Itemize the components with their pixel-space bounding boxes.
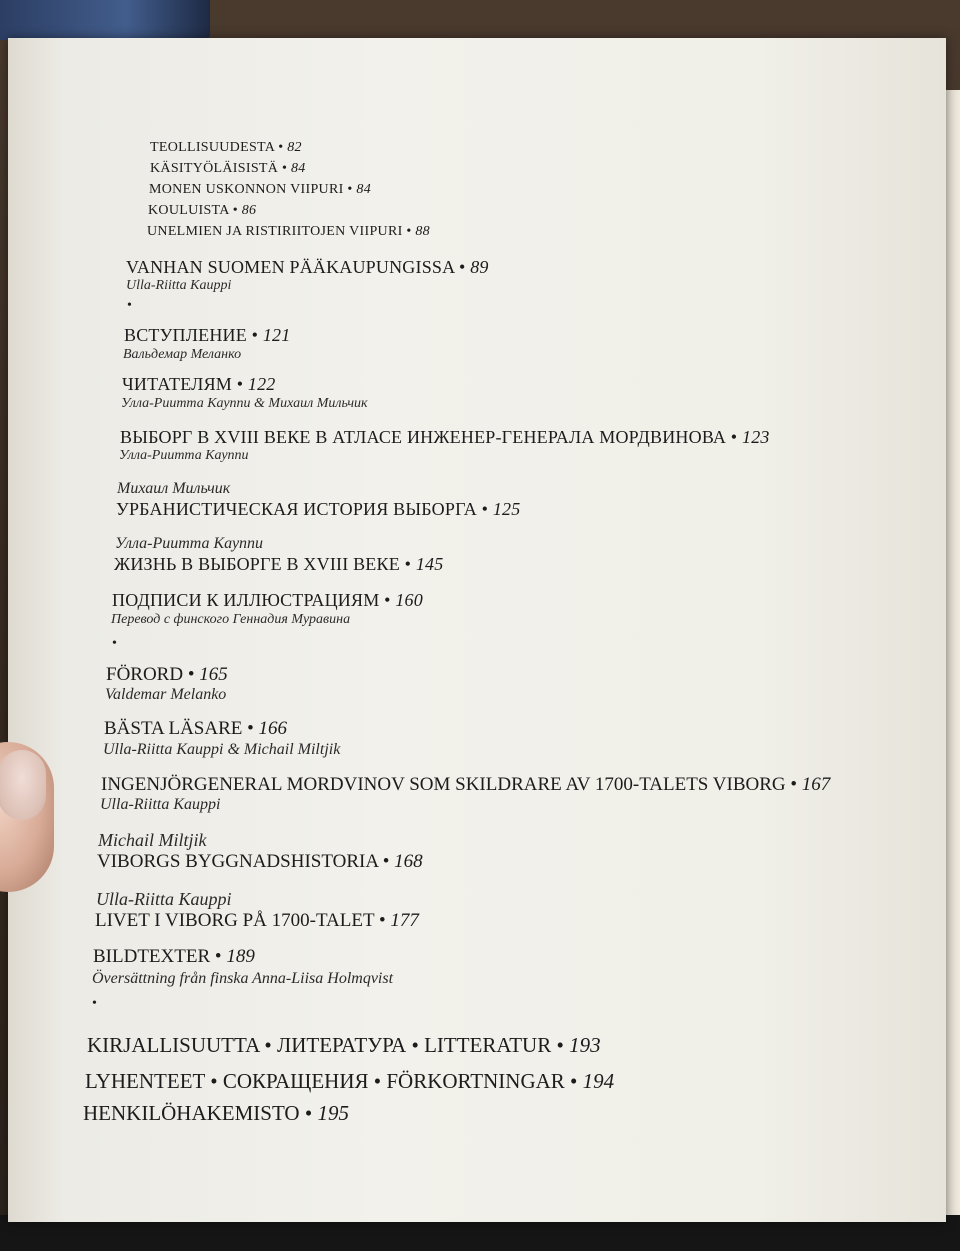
toc-entry-title: ПОДПИСИ К ИЛЛЮСТРАЦИЯМ • 160	[112, 590, 423, 610]
toc-appendix-entry: HENKILÖHAKEMISTO • 195	[83, 1101, 349, 1125]
section-separator-bullet: •	[112, 636, 117, 651]
toc-sub-item: KOULUISTA • 86	[148, 203, 257, 218]
toc-entry-author: Ulla-Riitta Kauppi	[96, 889, 232, 909]
toc-entry-title: ЧИТАТЕЛЯМ • 122	[122, 374, 276, 394]
toc-entry-author: Перевод с финского Геннадия Муравина	[111, 612, 351, 627]
section-separator-bullet: •	[92, 996, 97, 1011]
toc-entry-title: VANHAN SUOMEN PÄÄKAUPUNGISSA • 89	[126, 257, 489, 277]
thumbnail-nail	[0, 750, 46, 820]
toc-entry-author: Översättning från finska Anna-Liisa Holmqvist	[92, 970, 394, 987]
toc-entry-title: УРБАНИСТИЧЕСКАЯ ИСТОРИЯ ВЫБОРГА • 125	[116, 499, 521, 519]
toc-appendix-entry: KIRJALLISUUTTA • ЛИТЕРАТУРА • LITTERATUR • 193	[87, 1033, 601, 1057]
toc-sub-item: KÄSITYÖLÄISISTÄ • 84	[150, 161, 306, 176]
toc-entry-author: Michail Miltjik	[98, 830, 207, 850]
toc-entry-title: BILDTEXTER • 189	[93, 946, 255, 967]
toc-entry-title: ВСТУПЛЕНИЕ • 121	[124, 325, 291, 345]
toc-entry-author: Улла-Риитта Кауппи	[115, 535, 264, 552]
toc-entry-author: Valdemar Melanko	[105, 686, 227, 703]
toc-entry-title: LIVET I VIBORG PÅ 1700-TALET • 177	[95, 910, 419, 931]
toc-entry-author: Ulla-Riitta Kauppi & Michail Miltjik	[103, 741, 341, 758]
toc-entry-author: Улла-Риитта Кауппи	[119, 448, 249, 463]
toc-entry-author: Ulla-Riitta Kauppi	[100, 796, 221, 813]
toc-entry-title: INGENJÖRGENERAL MORDVINOV SOM SKILDRARE AV 1700-TALETS VIBORG • 167	[101, 774, 831, 795]
background-book	[0, 0, 210, 40]
toc-entry-author: Вальдемар Меланко	[123, 347, 242, 362]
toc-entry-title: BÄSTA LÄSARE • 166	[104, 718, 288, 739]
toc-sub-item: MONEN USKONNON VIIPURI • 84	[149, 182, 371, 197]
toc-entry-title: ЖИЗНЬ В ВЫБОРГЕ В XVIII ВЕКЕ • 145	[114, 554, 444, 574]
toc-appendix-entry: LYHENTEET • СОКРАЩЕНИЯ • FÖRKORTNINGAR • 194	[85, 1069, 615, 1093]
book-page	[8, 38, 946, 1222]
toc-entry-author: Улла-Риитта Кауппи & Михаил Мильчик	[121, 396, 368, 411]
toc-entry-author: Ulla-Riitta Kauppi	[126, 278, 232, 293]
toc-sub-item: UNELMIEN JA RISTIRIITOJEN VIIPURI • 88	[147, 224, 430, 239]
toc-entry-title: FÖRORD • 165	[106, 664, 228, 685]
toc-sub-item: TEOLLISUUDESTA • 82	[150, 140, 302, 155]
toc-entry-title: ВЫБОРГ В XVIII ВЕКЕ В АТЛАСЕ ИНЖЕНЕР-ГЕНЕРАЛА МОРДВИНОВА • 123	[120, 427, 770, 447]
toc-entry-title: VIBORGS BYGGNADSHISTORIA • 168	[97, 851, 423, 872]
section-separator-bullet: •	[127, 298, 132, 313]
toc-entry-author: Михаил Мильчик	[117, 480, 231, 497]
